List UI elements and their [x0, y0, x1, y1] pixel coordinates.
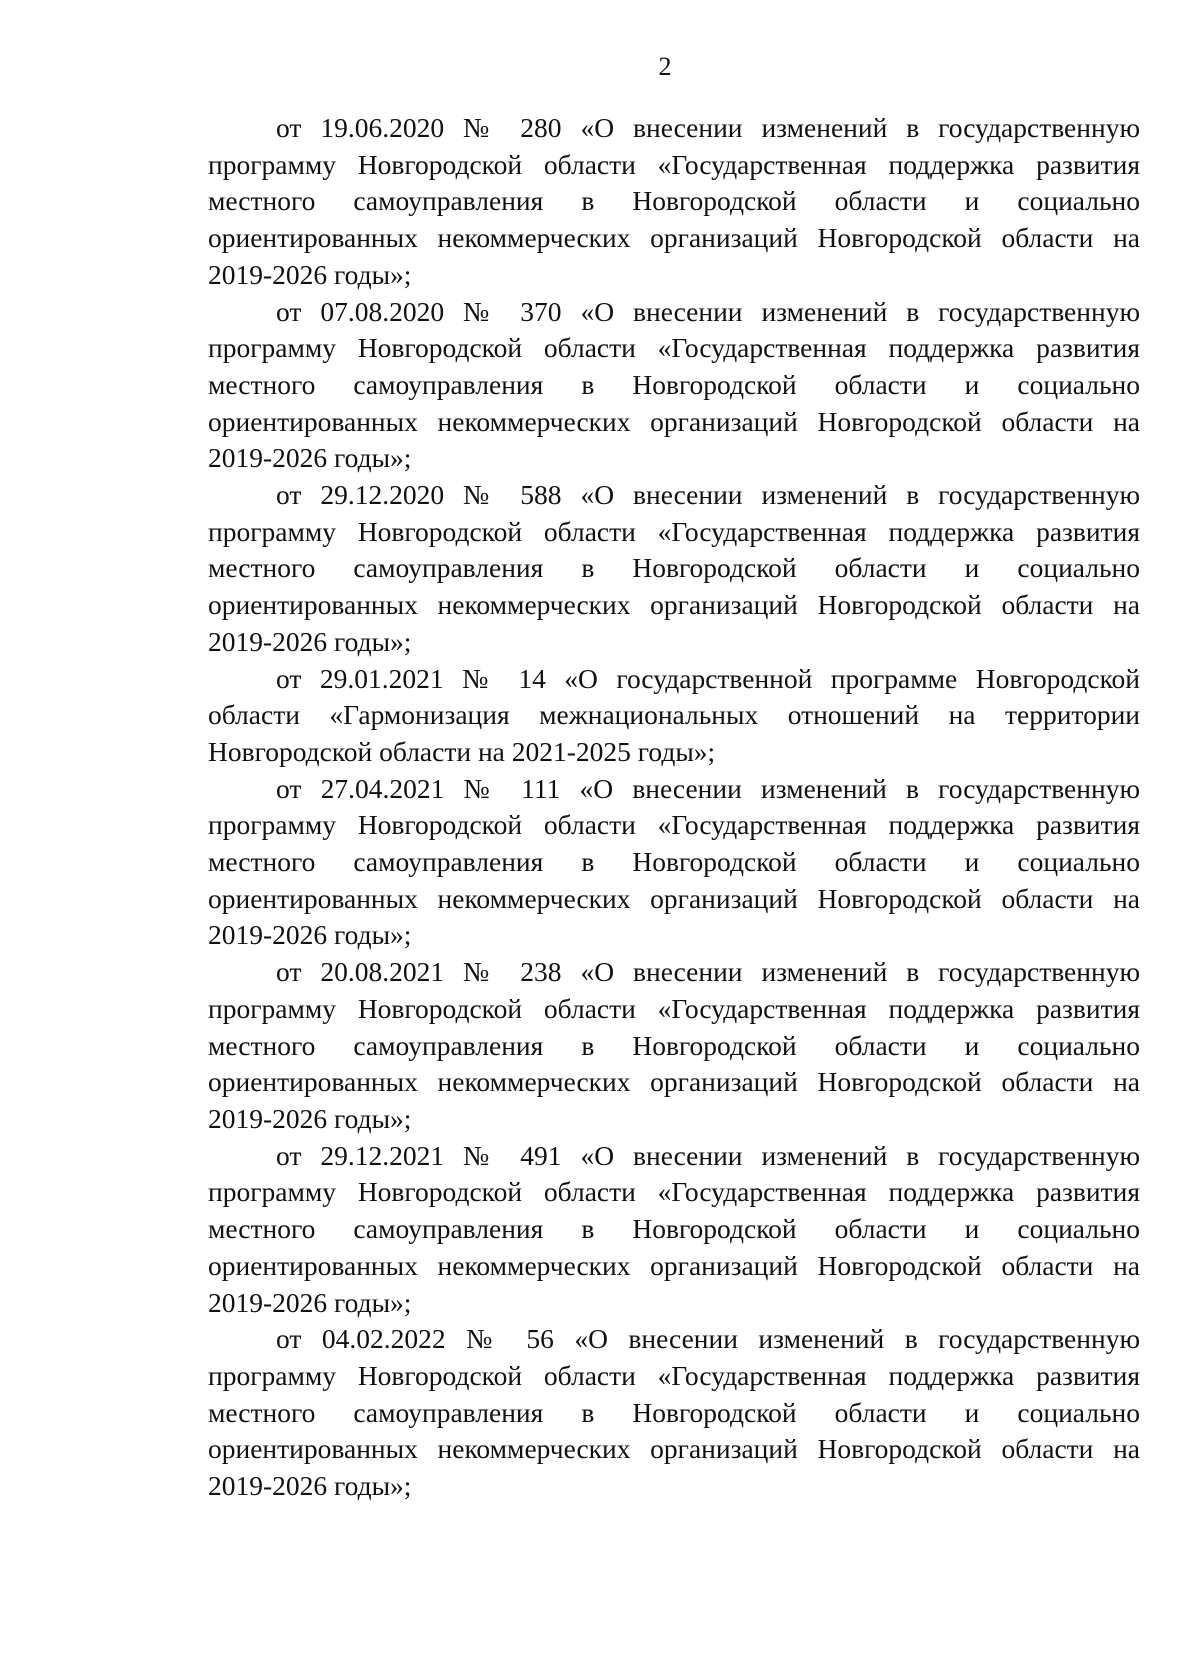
paragraph-resolution-111: от 27.04.2021 № 111 «О внесении изменений в государственную программу Новгородской области «Государственная поддержка развития местного самоуправления в Новгородской области и социально ориентированных некоммерческих организаций Новгородской области на 2019-2026 годы»;	[208, 772, 1140, 951]
paragraph-resolution-14: от 29.01.2021 № 14 «О государственной программе Новгородской области «Гармонизация межнациональных отношений на территории Новгородской области на 2021-2025 годы»;	[208, 662, 1140, 767]
page-number: 2	[658, 52, 672, 81]
paragraph-resolution-56: от 04.02.2022 № 56 «О внесении изменений в государственную программу Новгородской области «Государственная поддержка развития местного самоуправления в Новгородской области и социально ориентированных некоммерческих организаций Новгородской области на 2019-2026 годы»;	[208, 1323, 1140, 1502]
paragraph-resolution-370: от 07.08.2020 № 370 «О внесении изменений в государственную программу Новгородской области «Государственная поддержка развития местного самоуправления в Новгородской области и социально ориентированных некоммерческих организаций Новгородской области на 2019-2026 годы»;	[208, 295, 1140, 474]
paragraph-resolution-280: от 19.06.2020 № 280 «О внесении изменений в государственную программу Новгородской области «Государственная поддержка развития местного самоуправления в Новгородской области и социально ориентированных некоммерческих организаций Новгородской области на 2019-2026 годы»;	[208, 112, 1140, 290]
paragraph-resolution-491: от 29.12.2021 № 491 «О внесении изменений в государственную программу Новгородской области «Государственная поддержка развития местного самоуправления в Новгородской области и социально ориентированных некоммерческих организаций Новгородской области на 2019-2026 годы»;	[208, 1139, 1140, 1318]
paragraph-resolution-588: от 29.12.2020 № 588 «О внесении изменений в государственную программу Новгородской области «Государственная поддержка развития местного самоуправления в Новгородской области и социально ориентированных некоммерческих организаций Новгородской области на 2019-2026 годы»;	[208, 479, 1140, 657]
document-body	[208, 110, 1140, 1505]
paragraph-resolution-238: от 20.08.2021 № 238 «О внесении изменений в государственную программу Новгородской области «Государственная поддержка развития местного самоуправления в Новгородской области и социально ориентированных некоммерческих организаций Новгородской области на 2019-2026 годы»;	[208, 956, 1140, 1134]
